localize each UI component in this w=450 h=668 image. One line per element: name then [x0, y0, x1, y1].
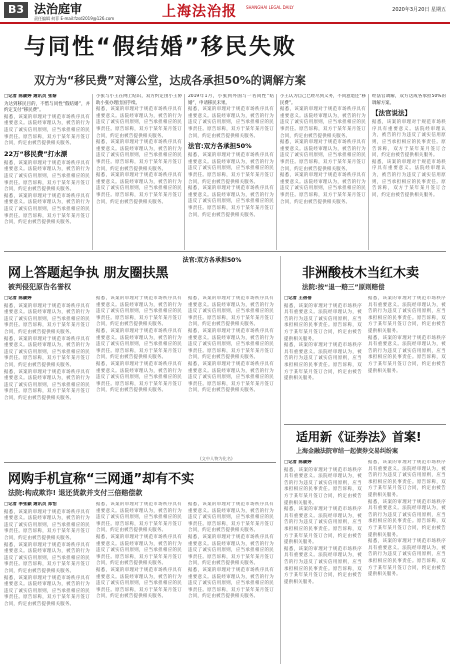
story4-column-1: [4, 502, 90, 664]
body-text: 据悉，该案的审理对于规范市场秩序具有重要意义。法院经审理认为，被告的行为违反了诚实信用原则，应当承担相应的民事责任。原告诉称，双方于某年某月签订合同，约定由被告提供相关服务。: [284, 546, 362, 585]
body-text: 据悉，该案的审理对于规范市场秩序具有重要意义。法院经审理认为，被告的行为违反了诚实信用原则，应当承担相应的民事责任。原告诉称，双方于某年某月签订合同，约定由被告提供相关服务。: [188, 186, 274, 218]
story3-headline: 非洲酸枝木当红木卖: [302, 266, 420, 281]
body-text: 据悉，该案的审理对于规范市场秩序具有重要意义。法院经审理认为，被告的行为违反了诚实信用原则，应当承担相应的民事责任。原告诉称，双方于某年某月签订合同，约定由被告提供相关服务。: [368, 539, 446, 578]
lead-column-4: [280, 94, 366, 250]
lead-minihead-2: 法官:双方各承担50%: [188, 142, 252, 151]
body-text: 据悉，该案的审理对于规范市场秩序具有重要意义。法院经审理认为，被告的行为违反了诚实信用原则，应当承担相应的民事责任。原告诉称，双方于某年某月签订合同，约定由被告提供相关服务。: [280, 140, 366, 172]
body-text: 据悉，该案的审理对于规范市场秩序具有重要意义。法院经审理认为，被告的行为违反了诚实信用原则，应当承担相应的民事责任。原告诉称，双方于某年某月签订合同，约定由被告提供相关服务。: [368, 460, 446, 498]
body-text: 据悉，该案的审理对于规范市场秩序具有重要意义。法院经审理认为，被告的行为违反了诚实信用原则，应当承担相应的民事责任。原告诉称，双方于某年某月签订合同，约定由被告提供相关服务。: [4, 542, 90, 574]
body-text: 据悉，该案的审理对于规范市场秩序具有重要意义。法院经审理认为，被告的行为违反了诚实信用原则，应当承担相应的民事责任。原告诉称，双方于某年某月签订合同，约定由被告提供相关服务。: [96, 567, 182, 600]
body-text: 据悉，该案的审理对于规范市场秩序具有重要意义。法院经审理认为，被告的行为违反了诚实信用原则，应当承担相应的民事责任。原告诉称，双方于某年某月签订合同，约定由被告提供相关服务。: [96, 534, 182, 567]
lead-col4-intro: 小王认为自己已经尽到义务，不同意退还“移民费”。: [280, 94, 366, 106]
lead-column-5: [372, 94, 446, 250]
body-text: 据悉，该案的审理对于规范市场秩序具有重要意义。法院经审理认为，被告的行为违反了诚实信用原则，应当承担相应的民事责任。原告诉称，双方于某年某月签订合同，约定由被告提供相关服务。: [280, 107, 366, 139]
body-text: 据悉，该案的审理对于规范市场秩序具有重要意义。法院经审理认为，被告的行为违反了诚实信用原则，应当承担相应的民事责任。原告诉称，双方于某年某月签订合同，约定由被告提供相关服务。: [188, 534, 274, 567]
body-text: 据悉，该案的审理对于规范市场秩序具有重要意义。法院经审理认为，被告的行为违反了诚实信用原则，应当承担相应的民事责任。原告诉称，双方于某年某月签订合同，约定由被告提供相关服务。: [188, 567, 274, 600]
body-text: 据悉，该案的审理对于规范市场秩序具有重要意义。法院经审理认为，被告的行为违反了诚实信用原则，应当承担相应的民事责任。原告诉称，双方于某年某月签订合同，约定由被告提供相关服务。: [284, 507, 362, 546]
section-divider: [4, 251, 446, 252]
body-text: 据悉，该案的审理对于规范市场秩序具有重要意义。法院经审理认为，被告的行为违反了诚实信用原则，应当承担相应的民事责任。原告诉称，双方于某年某月签订合同，约定由被告提供相关服务。: [96, 173, 182, 205]
story2-column-1: [4, 296, 90, 454]
body-text: 据悉，该案的审理对于规范市场秩序具有重要意义。法院经审理认为，被告的行为违反了诚实信用原则，应当承担相应的民事责任。原告诉称，双方于某年某月签订合同，约定由被告提供相关服务。: [4, 575, 90, 607]
story5-headline: 适用新《证券法》首案!: [296, 430, 422, 444]
section-title: 法治庭审: [34, 2, 83, 16]
issue-date: 2020年3月20日 星期五: [392, 7, 446, 13]
body-text: 据悉，该案的审理对于规范市场秩序具有重要意义。法院经审理认为，被告的行为违反了诚实信用原则，应当承担相应的民事责任。原告诉称，双方于某年某月签订合同，约定由被告提供相关服务。: [4, 160, 90, 193]
story3-subhead: 法院:按“退一赔三”原则赔偿: [302, 283, 385, 291]
column-divider: [184, 94, 185, 250]
body-text: 据悉，该案的审理对于规范市场秩序具有重要意义。法院经审理认为，被告的行为违反了诚实信用原则，应当承担相应的民事责任。原告诉称，双方于某年某月签订合同，约定由被告提供相关服务。: [368, 296, 446, 334]
lead-headline: 与同性“假结婚”移民失败: [24, 35, 297, 60]
story2-column-2: [96, 296, 182, 454]
story2-column-3: [188, 296, 274, 454]
story3-byline: □记者 王蓓蓓: [284, 296, 312, 301]
column-divider: [368, 94, 369, 250]
column-divider: [280, 256, 281, 664]
lead-col3-intro: 2019年1月，小张到外国与一名同性“结婚”，申请移民未果。: [188, 94, 274, 106]
lead-subheadline: 双方为“移民费”对簿公堂，达成各承担50%的调解方案: [34, 74, 306, 87]
story2-subhead: 被判侵犯原告名誉权: [8, 283, 71, 291]
body-text: 据悉，该案的审理对于规范市场秩序具有重要意义。法院经审理认为，被告的行为违反了诚实信用原则，应当承担相应的民事责任。原告诉称，双方于某年某月签订合同，约定由被告提供相关服务。: [4, 509, 90, 541]
body-text: 据悉，该案的审理对于规范市场秩序具有重要意义。法院经审理认为，被告的行为违反了诚实信用原则，应当承担相应的民事责任。原告诉称，双方于某年某月签订合同，约定由被告提供相关服务。: [188, 107, 274, 139]
body-text: 据悉，该案的审理对于规范市场秩序具有重要意义。法院经审理认为，被告的行为违反了诚实信用原则，应当承担相应的民事责任。原告诉称，双方于某年某月签订合同，约定由被告提供相关服务。: [188, 361, 274, 394]
section-divider: [284, 424, 446, 425]
body-text: 据悉，该案的审理对于规范市场秩序具有重要意义。法院经审理认为，被告的行为违反了诚实信用原则，应当承担相应的民事责任。原告诉称，双方于某年某月签订合同，约定由被告提供相关服务。: [284, 467, 362, 506]
body-text: 据悉，该案的审理对于规范市场秩序具有重要意义。法院经审理认为，被告的行为违反了诚实信用原则，应当承担相应的民事责任。原告诉称，双方于某年某月签订合同，约定由被告提供相关服务。: [4, 114, 90, 147]
story4-column-3: [188, 502, 274, 664]
body-text: 据悉，该案的审理对于规范市场秩序具有重要意义。法院经审理认为，被告的行为违反了诚实信用原则，应当承担相应的民事责任。原告诉称，双方于某年某月签订合同，约定由被告提供相关服务。: [280, 173, 366, 205]
body-text: 据悉，该案的审理对于规范市场秩序具有重要意义。法院经审理认为，被告的行为违反了诚实信用原则，应当承担相应的民事责任。原告诉称，双方于某年某月签订合同，约定由被告提供相关服务。: [188, 296, 274, 328]
column-divider: [92, 94, 93, 250]
masthead-rule: [0, 22, 450, 24]
body-text: 据悉，该案的审理对于规范市场秩序具有重要意义。法院经审理认为，被告的行为违反了诚实信用原则，应当承担相应的民事责任。原告诉称，双方于某年某月签订合同，约定由被告提供相关服务。: [96, 140, 182, 172]
story4-headline: 网购手机宣称“三网通”却有不实: [8, 472, 195, 487]
story5-column-2: [368, 460, 446, 664]
body-text: 据悉，该案的审理对于规范市场秩序具有重要意义。法院经审理认为，被告的行为违反了诚实信用原则，应当承担相应的民事责任。原告诉称，双方于某年某月签订合同，约定由被告提供相关服务。: [96, 107, 182, 139]
editor-line: 责任编辑 何菲 E-mail:fzsd2019@126.com: [34, 16, 115, 21]
column-divider: [276, 94, 277, 250]
lead-column-3: [188, 94, 274, 250]
lead-col2-intro: 小张与小王在网上结识，双方约定由小王协助小张办理出国手续。: [96, 94, 182, 106]
lead-intro: 为达到移民目的，不惜与同性“假结婚”，并约定支付“移民费”。: [4, 101, 90, 114]
page-number: B3: [4, 2, 28, 18]
body-text: 据悉，该案的审理对于规范市场秩序具有重要意义。法院经审理认为，被告的行为违反了诚实信用原则，应当承担相应的民事责任。原告诉称，双方于某年某月签订合同，约定由被告提供相关服务。: [284, 343, 362, 382]
story2-credit: (文中人物为化名): [200, 456, 233, 461]
body-text: 据悉，该案的审理对于规范市场秩序具有重要意义。法院经审理认为，被告的行为违反了诚实信用原则，应当承担相应的民事责任。原告诉称，双方于某年某月签订合同，约定由被告提供相关服务。: [4, 193, 90, 226]
story5-column-1: [284, 460, 362, 664]
body-text: 据悉，该案的审理对于规范市场秩序具有重要意义。法院经审理认为，被告的行为违反了诚实信用原则，应当承担相应的民事责任。原告诉称，双方于某年某月签订合同，约定由被告提供相关服务。: [188, 328, 274, 361]
body-text: 据悉，该案的审理对于规范市场秩序具有重要意义。法院经审理认为，被告的行为违反了诚实信用原则，应当承担相应的民事责任。原告诉称，双方于某年某月签订合同，约定由被告提供相关服务。: [284, 303, 362, 342]
story4-byline: □记者 季张颖 通讯员 郑怡: [4, 502, 57, 507]
story5-subhead: 上海金融法院审结一起债券交易纠纷案: [296, 448, 399, 455]
story2-byline: □记者 陈颖婷: [4, 296, 32, 301]
body-text: 据悉，该案的审理对于规范市场秩序具有重要意义。法院经审理认为，被告的行为违反了诚实信用原则，应当承担相应的民事责任。原告诉称，双方于某年某月签订合同，约定由被告提供相关服务。: [368, 335, 446, 374]
body-text: 据悉，该案的审理对于规范市场秩序具有重要意义。法院经审理认为，被告的行为违反了诚实信用原则，应当承担相应的民事责任。原告诉称，双方于某年某月签订合同，约定由被告提供相关服务。: [96, 328, 182, 361]
lead-column-1: [4, 94, 90, 250]
body-text: 据悉，该案的审理对于规范市场秩序具有重要意义。法院经审理认为，被告的行为违反了诚实信用原则，应当承担相应的民事责任。原告诉称，双方于某年某月签订合同，约定由被告提供相关服务。: [188, 502, 274, 534]
story5-byline: □记者 陈颖婷: [284, 460, 312, 465]
lead-col5-intro: 经法官调解，双方达成各承担50%的调解方案。: [372, 94, 446, 106]
sidebar-label: 法官:双方各承担50%: [182, 257, 242, 264]
newspaper-latin-name: SHANGHAI LEGAL DAILY: [246, 5, 294, 10]
lead-minihead-1: 22万“移民费”打水漂: [4, 149, 68, 158]
newspaper-name: 上海法治报: [162, 4, 237, 20]
story3-column-2: [368, 296, 446, 420]
body-text: 据悉，该案的审理对于规范市场秩序具有重要意义。法院经审理认为，被告的行为违反了诚实信用原则，应当承担相应的民事责任。原告诉称，双方于某年某月签订合同，约定由被告提供相关服务。: [96, 296, 182, 328]
masthead: [0, 0, 450, 22]
judge-comment-label: 【法官说法】: [372, 109, 411, 118]
lead-byline: □记者 陈颖婷 通讯员 张黎: [4, 94, 57, 99]
section-divider: [4, 462, 276, 463]
body-text: 据悉，该案的审理对于规范市场秩序具有重要意义。法院经审理认为，被告的行为违反了诚实信用原则，应当承担相应的民事责任。原告诉称，双方于某年某月签订合同，约定由被告提供相关服务。: [4, 303, 90, 335]
body-text: 据悉，该案的审理对于规范市场秩序具有重要意义。法院经审理认为，被告的行为违反了诚实信用原则，应当承担相应的民事责任。原告诉称，双方于某年某月签订合同，约定由被告提供相关服务。: [188, 153, 274, 185]
story4-subhead: 法院:构成欺诈! 退还货款并支付三倍赔偿款: [8, 489, 143, 497]
body-text: 据悉，该案的审理对于规范市场秩序具有重要意义。法院经审理认为，被告的行为违反了诚实信用原则，应当承担相应的民事责任。原告诉称，双方于某年某月签订合同，约定由被告提供相关服务。: [96, 361, 182, 394]
body-text: 据悉，该案的审理对于规范市场秩序具有重要意义。法院经审理认为，被告的行为违反了诚实信用原则，应当承担相应的民事责任。原告诉称，双方于某年某月签订合同，约定由被告提供相关服务。: [96, 502, 182, 534]
body-text: 据悉，该案的审理对于规范市场秩序具有重要意义。法院经审理认为，被告的行为违反了诚实信用原则，应当承担相应的民事责任。原告诉称，双方于某年某月签订合同，约定由被告提供相关服务。: [372, 159, 446, 198]
story2-headline: 网上答题起争执 朋友圈扶黑: [8, 266, 169, 281]
story4-column-2: [96, 502, 182, 664]
lead-column-2: [96, 94, 182, 250]
story3-column-1: [284, 296, 362, 420]
body-text: 据悉，该案的审理对于规范市场秩序具有重要意义。法院经审理认为，被告的行为违反了诚实信用原则，应当承担相应的民事责任。原告诉称，双方于某年某月签订合同，约定由被告提供相关服务。: [368, 499, 446, 538]
body-text: 据悉，该案的审理对于规范市场秩序具有重要意义。法院经审理认为，被告的行为违反了诚实信用原则，应当承担相应的民事责任。原告诉称，双方于某年某月签订合同，约定由被告提供相关服务。: [372, 120, 446, 159]
body-text: 据悉，该案的审理对于规范市场秩序具有重要意义。法院经审理认为，被告的行为违反了诚实信用原则，应当承担相应的民事责任。原告诉称，双方于某年某月签订合同，约定由被告提供相关服务。: [4, 369, 90, 401]
body-text: 据悉，该案的审理对于规范市场秩序具有重要意义。法院经审理认为，被告的行为违反了诚实信用原则，应当承担相应的民事责任。原告诉称，双方于某年某月签订合同，约定由被告提供相关服务。: [4, 336, 90, 368]
